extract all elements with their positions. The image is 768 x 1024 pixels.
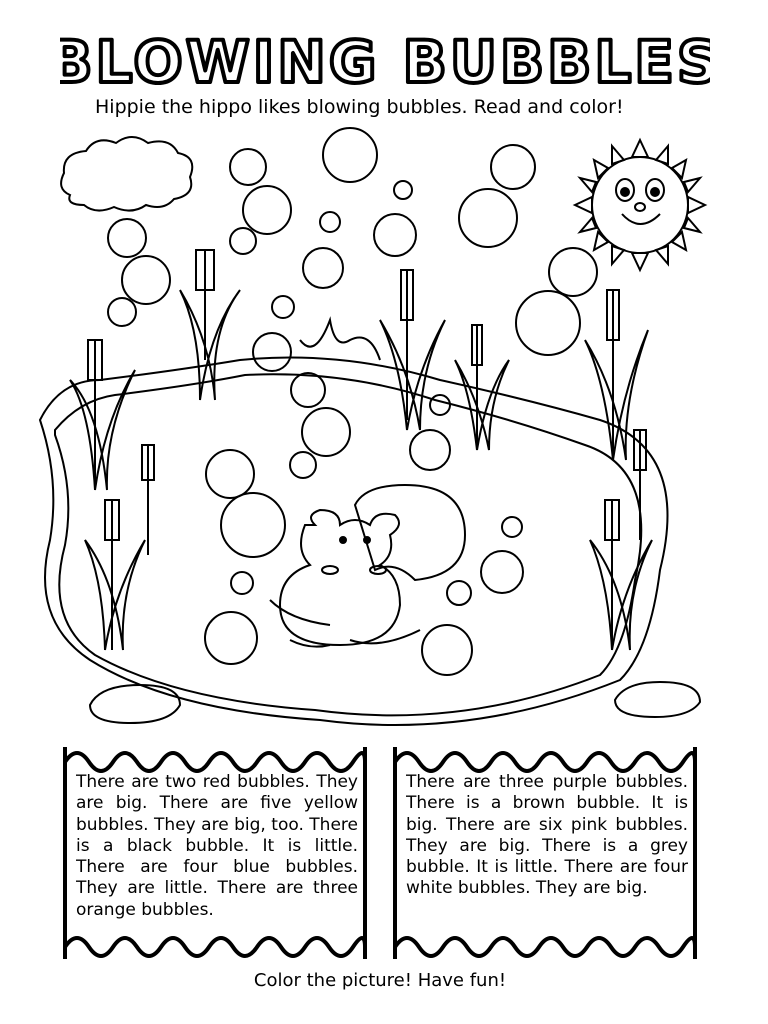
right-text-panel	[390, 742, 700, 964]
worksheet-title	[60, 22, 710, 100]
hippo-icon	[270, 485, 465, 647]
bubble-icon	[108, 128, 597, 675]
title-lettering	[60, 22, 710, 100]
intro-text: Hippie the hippo likes blowing bubbles. Read and color!	[95, 96, 624, 118]
left-text-panel	[60, 742, 370, 964]
footer-text: Color the picture! Have fun!	[253, 970, 507, 991]
title-text: BLOWING BUBBLES	[60, 28, 710, 96]
cattail-icon	[300, 270, 652, 650]
coloring-scene	[0, 120, 768, 760]
left-panel-text: There are two red bubbles. They are big. There are five yellow bubbles. They are big, too. There is a black bubble. It is little. There are four blue bubbles. They are little. There are three orange bubbles.	[76, 772, 358, 920]
cattail-icon	[70, 250, 240, 650]
right-panel-text: There are three purple bubbles. There is a brown bubble. It is big. There are six pink bubbles. They are big. There is a grey bubble. It is little. There are four white bubbles. They are big.	[406, 772, 688, 899]
cloud-icon	[61, 137, 192, 211]
pond-icon	[40, 358, 668, 726]
sun-icon	[575, 140, 705, 270]
